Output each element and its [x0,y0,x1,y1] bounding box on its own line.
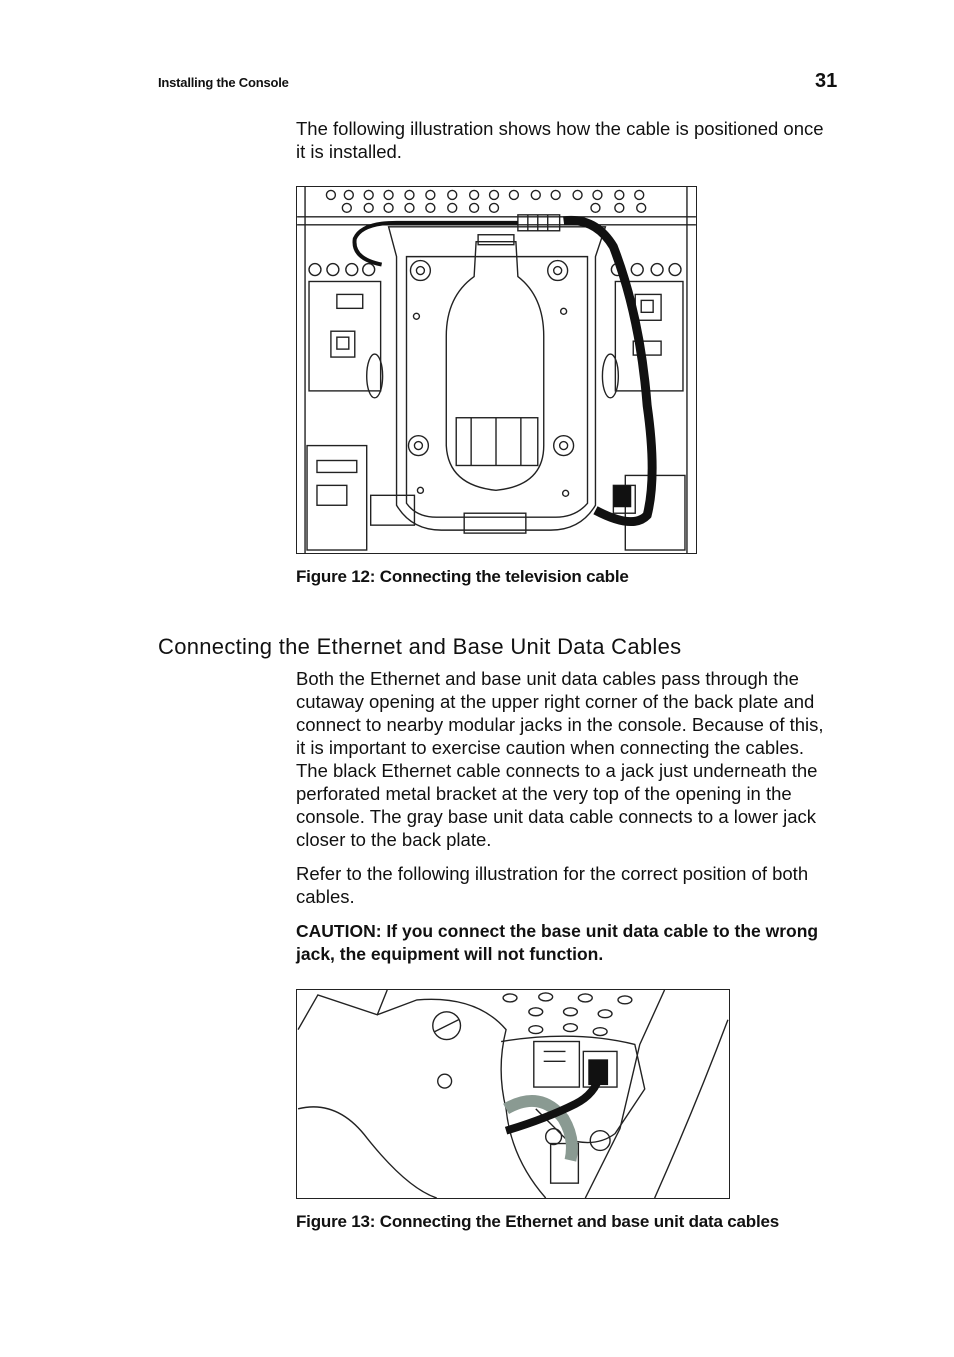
section-heading: Connecting the Ethernet and Base Unit Data Cables [158,634,682,659]
figure-television-cable-illustration [296,186,697,554]
page-number: 31 [815,70,838,92]
figure-13-caption: Figure 13: Connecting the Ethernet and base unit data cables [296,1212,779,1231]
caution-note: CAUTION: If you connect the base unit data cable to the wrong jack, the equipment will not function. [296,921,819,964]
section-paragraph-2: Refer to the following illustration for the correct position of both cables. [296,863,809,907]
figure-ethernet-cable-illustration [296,989,730,1199]
section-paragraph-1: Both the Ethernet and base unit data cables pass through the cutaway opening at the upper right corner of the back plate and connect to nearby modular jacks in the console. Because of this, it is important to exercise caution when connecting the cables. The black Ethernet cable connects to a jack just underneath the perforated metal bracket at the very top of the opening in the console. The gray base unit data cable connects to a lower jack closer to the back plate. [296,668,824,850]
ethernet-jack-drawing [297,990,729,1198]
running-header: Installing the Console [158,75,289,90]
figure-12-caption: Figure 12: Connecting the television cable [296,567,629,586]
intro-paragraph: The following illustration shows how the cable is positioned once it is installed. [296,118,824,162]
console-back-plate-drawing [297,187,696,553]
